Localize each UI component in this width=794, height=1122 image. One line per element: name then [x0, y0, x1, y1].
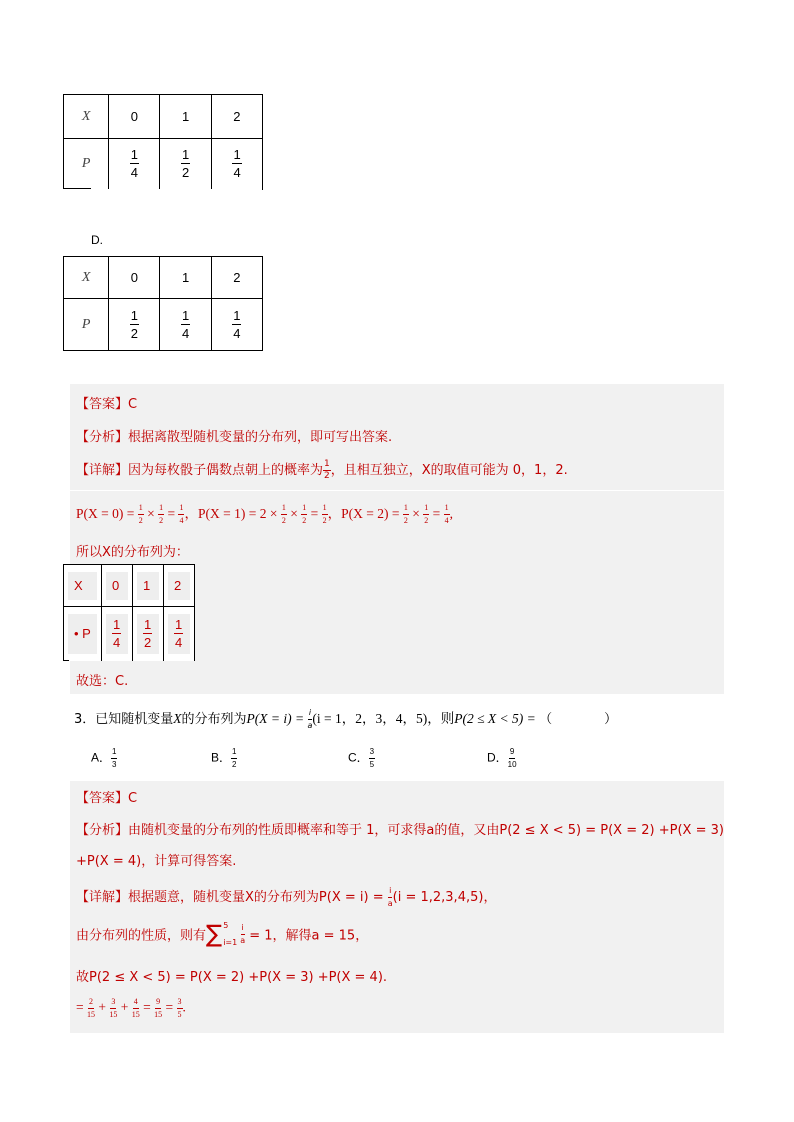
- probability-fraction: $\frac{1}{4}$: [233, 147, 241, 181]
- option-d[interactable]: D． $\frac{9}{10}$: [487, 747, 517, 769]
- answer-line: 【答案】C: [76, 397, 138, 412]
- table-cell: [160, 257, 211, 299]
- p-label: P: [81, 317, 91, 332]
- so-distribution-line: 所以X的分布列为：: [76, 545, 189, 560]
- table-cell: $\frac{1}{2}$: [133, 607, 164, 661]
- table-cell: [64, 139, 109, 189]
- detail-line: 【详解】因为每枚骰子偶数点朝上的概率为 $\frac{1}{2}$ ，且相互独立，X的取值可能为 0，1，2.: [76, 459, 568, 481]
- probability-fraction: $\frac{1}{4}$: [130, 147, 138, 181]
- table-border-fragment: [63, 188, 91, 189]
- x-value: 0: [130, 109, 138, 124]
- option-a[interactable]: A． $\frac{1}{3}$: [91, 747, 117, 769]
- x-value: 2: [233, 109, 241, 124]
- table-border-fragment: [262, 138, 263, 190]
- table-cell: 0: [102, 565, 133, 607]
- table-cell: [211, 95, 262, 139]
- table-cell: • P: [64, 607, 102, 661]
- p-label: P: [81, 156, 91, 172]
- probability-fraction: $\frac{1}{2}$: [130, 308, 138, 341]
- half-fraction: $\frac{1}{2}$: [324, 459, 330, 481]
- probability-fraction: $\frac{1}{4}$: [233, 308, 241, 341]
- distribution-table-c: [63, 94, 263, 189]
- table-cell: [109, 299, 160, 351]
- table-cell: [64, 299, 109, 351]
- property-line: 由分布列的性质，则有 ∑ 5 i=1 $\frac{i}{a}$ = 1，解得a = 15，: [76, 920, 369, 949]
- sum-icon: ∑: [206, 920, 223, 949]
- table-cell: [109, 95, 160, 139]
- answer-line: 【答案】C: [76, 791, 138, 806]
- table-cell: [109, 139, 160, 189]
- panel-divider: [70, 490, 724, 491]
- option-b[interactable]: B． $\frac{1}{2}$: [211, 747, 237, 769]
- table-cell: [109, 257, 160, 299]
- x-label: X: [81, 270, 91, 285]
- probability-calc-line: P(X = 0) = $\frac{1}{2}$ × $\frac{1}{2}$ = $\frac{1}{4}$ ，P(X = 1) = 2 × $\frac{1}{2}$ × $\frac{1}{2}$ = $\frac{1}{2}$ ，P(X = 2) = $\frac{1}{2}$ × $\frac{1}{2}$ = $\frac{1}{4}$ ,: [76, 503, 453, 526]
- table-border-fragment: [63, 660, 69, 661]
- table-cell: [211, 257, 262, 299]
- x-label: X: [81, 109, 91, 124]
- table-cell: [160, 95, 211, 139]
- table-cell: [211, 139, 262, 189]
- final-calc-line: = $\frac{2}{15}$ + $\frac{3}{15}$ + $\frac{4}{15}$ = $\frac{9}{15}$ = $\frac{3}{5}$ .: [76, 997, 186, 1019]
- table-cell: 1: [133, 565, 164, 607]
- analysis-line: 【分析】由随机变量的分布列的性质即概率和等于 1，可求得a的值，又由P(2 ≤ X < 5) = P(X = 2) +P(X = 3): [76, 823, 724, 838]
- probability-fraction: $\frac{1}{4}$: [181, 308, 190, 341]
- table-cell: [160, 299, 211, 351]
- x-value: 1: [181, 109, 190, 124]
- x-value: 0: [130, 270, 138, 285]
- probability-fraction: $\frac{1}{2}$: [181, 147, 190, 181]
- answer-distribution-table: [63, 564, 195, 661]
- question-3-stem: 3．已知随机变量X的分布列为P(X = i) = $\frac{i}{a}$ (i = 1，2，3，4，5)，则P(2 ≤ X < 5) = （ ）: [74, 708, 618, 730]
- table-cell: [160, 139, 211, 189]
- analysis-line: 【分析】根据离散型随机变量的分布列，即可写出答案.: [76, 430, 393, 445]
- so-line: 故P(2 ≤ X < 5) = P(X = 2) +P(X = 3) +P(X = 4).: [76, 970, 388, 985]
- analysis-line-2: +P(X = 4)，计算可得答案.: [76, 854, 237, 869]
- distribution-table-d: [63, 256, 263, 351]
- table-cell: $\frac{1}{4}$: [164, 607, 195, 661]
- detail-line: 【详解】根据题意，随机变量X的分布列为P(X = i) = $\frac{i}{a}$ (i = 1,2,3,4,5)，: [76, 886, 497, 908]
- table-cell: [211, 299, 262, 351]
- option-c[interactable]: C． $\frac{3}{5}$: [348, 747, 375, 769]
- option-d-label: D.: [91, 233, 103, 247]
- x-value: 1: [181, 270, 190, 285]
- table-cell: $\frac{1}{4}$: [102, 607, 133, 661]
- table-cell: [64, 95, 109, 139]
- table-cell: 2: [164, 565, 195, 607]
- x-value: 2: [233, 270, 241, 285]
- table-cell: [64, 257, 109, 299]
- choose-line: 故选：C.: [76, 674, 129, 689]
- table-cell: X: [64, 565, 102, 607]
